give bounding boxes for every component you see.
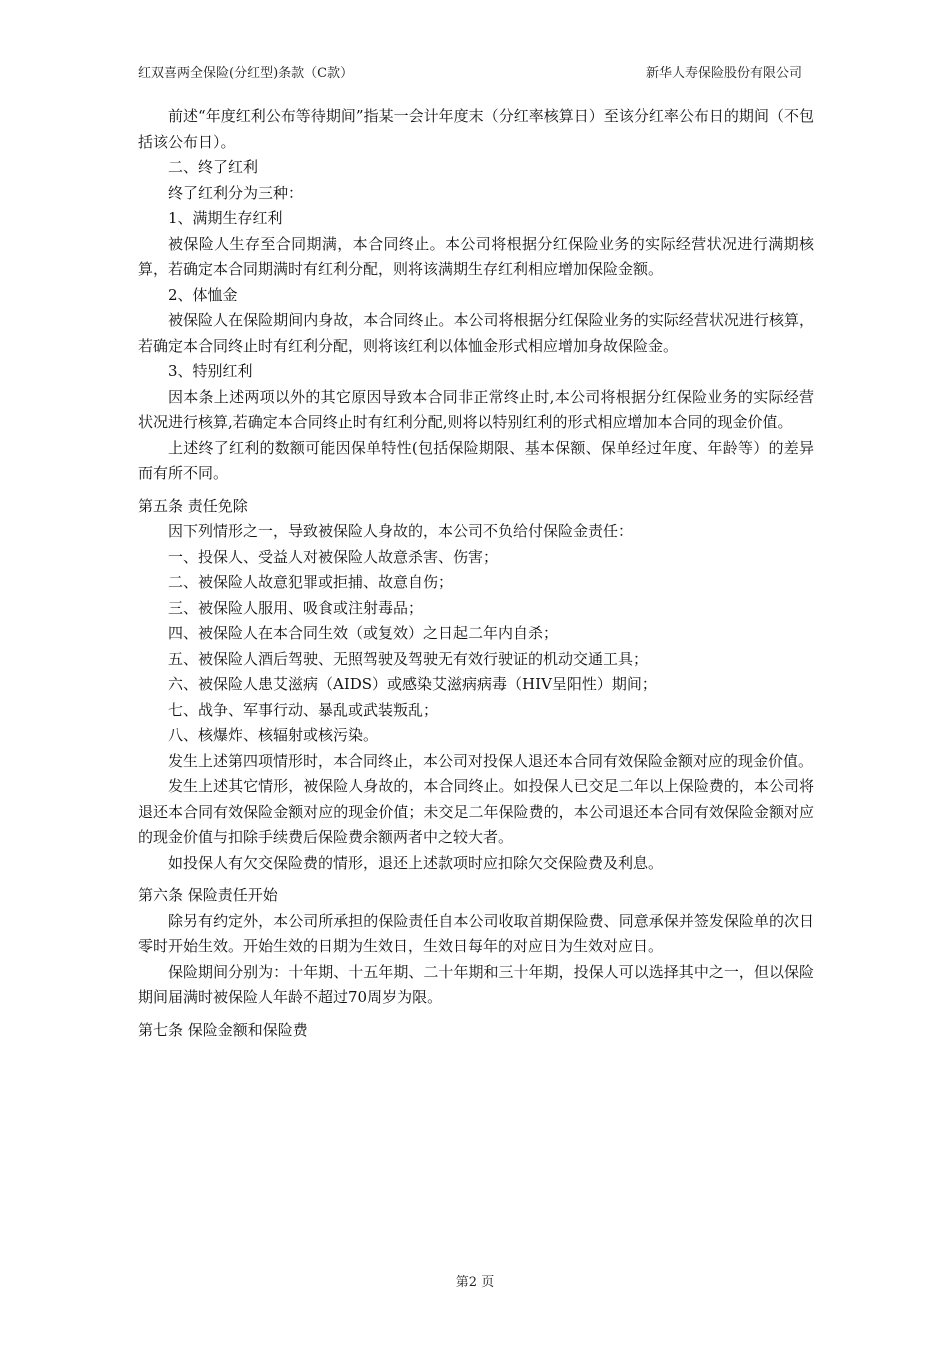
exclusion-item: 一、投保人、受益人对被保险人故意杀害、伤害； [168,547,499,566]
exclusion-item: 八、核爆炸、核辐射或核污染。 [168,726,379,744]
exclusion-item: 七、战争、军事行动、暴乱或武装叛乱； [168,700,439,719]
heading-special-bonus: 3、特别红利 [168,362,253,380]
paragraph-waiting-period: 前述“年度红利公布等待期间”指某一会计年度末（分红率核算日）至该分红率公布日的期间（不包括该公布日）。 [138,107,814,151]
exclusion-item: 二、被保险人故意犯罪或拒捕、故意自伤； [168,573,454,591]
article-5-intro: 因下列情形之一，导致被保险人身故的，本公司不负给付保险金责任： [168,522,634,540]
paragraph-fourth-case: 发生上述第四项情形时，本合同终止，本公司对投保人退还本合同有效保险金额对应的现金价值。 [168,751,814,770]
heading-terminal-bonus: 二、终了红利 [168,158,259,176]
article-7-title: 第七条 保险金额和保险费 [138,1020,308,1039]
article-5-title: 第五条 责任免除 [138,496,248,515]
paragraph-coverage-start: 除另有约定外，本公司所承担的保险责任自本公司收取首期保险费、同意承保并签发保险单的次日零时开始生效。开始生效的日期为生效日，生效日每年的对应日为生效对应日。 [138,911,814,955]
exclusion-item: 六、被保险人患艾滋病（AIDS）或感染艾滋病病毒（HIV呈阳性）期间； [168,675,657,693]
paragraph-arrears: 如投保人有欠交保险费的情形，退还上述款项时应扣除欠交保险费及利息。 [168,853,664,872]
exclusion-item: 五、被保险人酒后驾驶、无照驾驶及驾驶无有效行驶证的机动交通工具； [168,649,649,668]
document-body [138,104,814,1043]
page-number: 第2 页 [455,1275,495,1290]
paragraph-maturity-bonus: 被保险人生存至合同期满，本合同终止。本公司将根据分红保险业务的实际经营状况进行满期核算，若确定本合同期满时有红利分配，则将该满期生存红利相应增加保险金额。 [138,234,814,278]
terminal-bonus-intro: 终了红利分为三种： [168,183,304,202]
paragraph-special-bonus: 因本条上述两项以外的其它原因导致本合同非正常终止时,本公司将根据分红保险业务的实际经营状况进行核算,若确定本合同终止时有红利分配,则将以特别红利的形式相应增加本合同的现金价值。 [138,387,814,431]
paragraph-other-cases: 发生上述其它情形，被保险人身故的，本合同终止。如投保人已交足二年以上保险费的，本公司将退还本合同有效保险金额对应的现金价值；未交足二年保险费的，本公司退还本合同有效保险金额对应的现金价值与扣除手续费后保险费余额两者中之较大者。 [138,777,814,846]
exclusion-item: 三、被保险人服用、吸食或注射毒品； [168,598,424,617]
header-company-name: 新华人寿保险股份有限公司 [645,66,802,81]
paragraph-terminal-bonus-note: 上述终了红利的数额可能因保单特性(包括保险期限、基本保额、保单经过年度、年龄等）的差异而有所不同。 [138,438,814,482]
exclusion-item: 四、被保险人在本合同生效（或复效）之日起二年内自杀； [168,624,559,642]
article-6-title: 第六条 保险责任开始 [138,886,278,904]
heading-maturity-bonus: 1、满期生存红利 [168,209,283,227]
header-document-title: 红双喜两全保险(分红型)条款（C款） [138,66,354,81]
paragraph-death-bonus: 被保险人在保险期间内身故，本合同终止。本公司将根据分红保险业务的实际经营状况进行核算，若确定本合同终止时有红利分配，则将该红利以体恤金形式相应增加身故保险金。 [138,311,814,355]
paragraph-coverage-period: 保险期间分别为：十年期、十五年期、二十年期和三十年期，投保人可以选择其中之一，但以保险期间届满时被保险人年龄不超过70周岁为限。 [138,962,814,1006]
page-header [138,62,802,81]
heading-death-bonus: 2、体恤金 [168,285,238,304]
